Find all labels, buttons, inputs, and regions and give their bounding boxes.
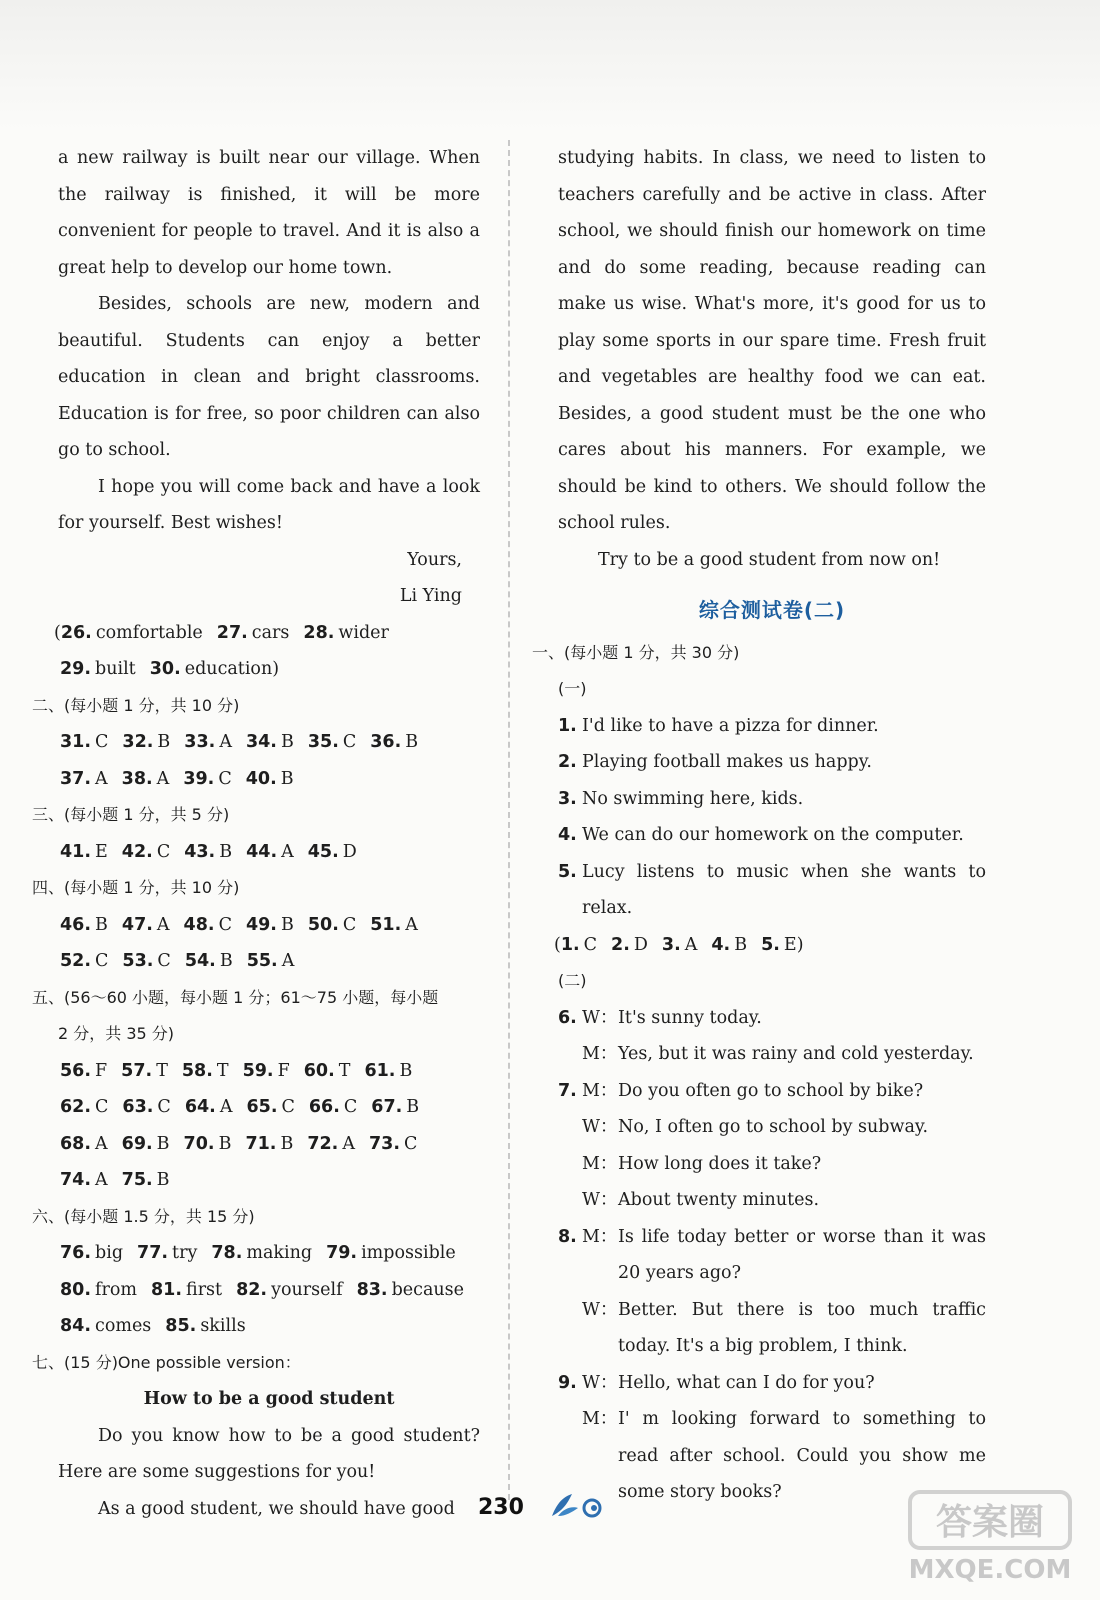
answer-item: 39. C xyxy=(183,768,232,789)
page-top-shadow xyxy=(0,0,1100,130)
answer-item: 49. B xyxy=(245,914,294,935)
test-title: 综合测试卷(二) xyxy=(698,598,846,622)
section-5-heading-cont: 2 分，共 35 分) xyxy=(58,1024,175,1043)
answer-row xyxy=(58,724,480,761)
answer-item: 63. C xyxy=(122,1097,171,1117)
answer-item: 77. try xyxy=(137,1243,198,1263)
listening-item: 1. I'd like to have a pizza for dinner. xyxy=(558,715,879,736)
section-2-answers xyxy=(58,724,480,797)
answer-item: 33. A xyxy=(184,732,232,752)
right-column xyxy=(532,140,986,1511)
answer-item: 55. A xyxy=(246,951,295,971)
answer-item: 82. yourself xyxy=(236,1279,343,1300)
answer-item: 76. big xyxy=(60,1243,124,1263)
answer-item: 65. C xyxy=(246,1097,295,1117)
section-2-heading: 二、(每小题 1 分，共 10 分) xyxy=(32,695,240,715)
answer-item: 75. B xyxy=(121,1170,170,1190)
watermark-text-1: 答案圈 xyxy=(935,1502,1045,1543)
answer-row xyxy=(58,834,480,871)
essay-ending: Try to be a good student from now on! xyxy=(598,549,941,570)
essay-title: How to be a good student xyxy=(143,1389,395,1409)
answer-item: 37. A xyxy=(60,768,108,789)
answer-item: 42. C xyxy=(121,841,171,862)
dialog-line: 7. M： Do you often go to school by bike? xyxy=(558,1080,924,1101)
section-4-answers xyxy=(58,907,480,980)
answer-item: 79. impossible xyxy=(326,1243,456,1263)
section-3-heading: 三、(每小题 1 分，共 5 分) xyxy=(32,805,230,824)
essay-continuation: studying habits. In class, we need to listen to teachers carefully and be active in class. After school, we should finish our homework on time and do some reading, because reading can make us wise. What's more, it's good for us to play some sports in our spare time. Fresh fruit and vegetables are healthy food we can eat. Besides, a good student must be the one who cares about his manners. For example, we should be kind to others. We should follow the school rules. xyxy=(558,148,986,533)
answer-item: 61. B xyxy=(364,1060,413,1081)
dialog-line: M： How long does it take? xyxy=(582,1153,822,1174)
answer-row xyxy=(58,1126,480,1163)
answer-item: 31. C xyxy=(60,732,109,752)
answer-row xyxy=(58,761,480,798)
letter-paragraph-2: Besides, schools are new, modern and beautiful. Students can enjoy a better education in clean and bright classrooms. Education is for free, so poor children can also go to school. xyxy=(58,294,480,460)
watermark-logo-icon xyxy=(900,1480,1080,1590)
answer-item: 43. B xyxy=(184,841,233,862)
answer-item: 46. B xyxy=(60,914,108,935)
answer-item: 47. A xyxy=(121,914,170,935)
watermark xyxy=(900,1480,1080,1590)
answer-item: 38. A xyxy=(121,768,170,789)
answer-item: 66. C xyxy=(308,1097,358,1117)
answer-item: 57. T xyxy=(121,1060,168,1081)
dialog-line: M： Yes, but it was rainy and cold yesterday. xyxy=(582,1044,974,1064)
answer-item: 35. C xyxy=(307,732,357,752)
answer-item: 73. C xyxy=(368,1133,418,1154)
answer-item: 53. C xyxy=(122,951,171,971)
answer-row xyxy=(58,907,480,944)
answer-item: 67. B xyxy=(371,1097,420,1117)
answer-item: 54. B xyxy=(184,951,233,971)
column-divider xyxy=(508,140,510,1500)
left-column xyxy=(32,140,480,1527)
answers-1-5: (1. C 2. D 3. A 4. B 5. E) xyxy=(554,934,804,955)
answer-item: 85. skills xyxy=(165,1316,246,1336)
section-1-heading: 一、(每小题 1 分，共 30 分) xyxy=(532,642,740,662)
letter-closing: Yours, xyxy=(407,549,462,570)
answer-item: 50. C xyxy=(307,914,357,935)
letter-paragraph-1: a new railway is built near our village. When the railway is finished, it will be more convenient for people to travel. And it is also a great help to develop our home town. xyxy=(58,148,480,278)
answer-row xyxy=(58,1089,480,1126)
listening-item: 3. No swimming here, kids. xyxy=(558,788,804,809)
listening-items xyxy=(558,708,986,927)
part-2-label: (二) xyxy=(558,971,587,990)
letter-signature: Li Ying xyxy=(399,586,462,606)
section-6-heading: 六、(每小题 1.5 分，共 15 分) xyxy=(32,1206,255,1226)
answer-item: 81. first xyxy=(151,1279,223,1300)
answer-item: 60. T xyxy=(303,1060,351,1081)
answer-row xyxy=(58,943,480,980)
answer-item: 68. A xyxy=(60,1133,108,1154)
answer-row xyxy=(58,1162,480,1199)
listening-item: 4. We can do our homework on the computer. xyxy=(558,825,964,845)
dialog-line: 6. W： It's sunny today. xyxy=(558,1007,762,1028)
letter-paragraph-3: I hope you will come back and have a look for yourself. Best wishes! xyxy=(58,476,480,533)
essay-paragraph-1: Do you know how to be a good student? Here are some suggestions for you! xyxy=(58,1425,480,1482)
answer-item: 84. comes xyxy=(60,1316,152,1336)
answer-item: 52. C xyxy=(60,951,109,971)
section-7-heading: 七、(15 分)One possible version： xyxy=(32,1352,301,1372)
answer-row xyxy=(58,1053,480,1090)
answer-item: 41. E xyxy=(60,841,108,862)
answer-item: 58. T xyxy=(181,1060,229,1081)
answers-29-30: 29. built 30. education) xyxy=(60,659,280,679)
answer-item: 40. B xyxy=(245,768,294,789)
dialog-line: W： No, I often go to school by subway. xyxy=(582,1117,929,1137)
section-5-answers xyxy=(58,1053,480,1199)
answer-item: 36. B xyxy=(370,732,419,752)
answer-item: 80. from xyxy=(60,1279,137,1300)
answer-row xyxy=(58,1272,480,1309)
listening-item: 2. Playing football makes us happy. xyxy=(558,752,872,772)
dialog-line: W： Better. But there is too much traffic today. It's a big problem, I think. xyxy=(582,1299,986,1356)
section-6-answers xyxy=(58,1235,480,1345)
answer-item: 62. C xyxy=(60,1097,109,1117)
answer-item: 34. B xyxy=(245,732,294,752)
watermark-text-2: MXQE.COM xyxy=(908,1555,1072,1585)
answer-item: 70. B xyxy=(183,1133,232,1154)
dialog-line: W： About twenty minutes. xyxy=(582,1190,820,1210)
answer-item: 45. D xyxy=(307,841,357,862)
answer-item: 69. B xyxy=(121,1133,170,1154)
answer-item: 72. A xyxy=(307,1133,355,1154)
section-3-answers xyxy=(58,834,480,871)
answer-item: 64. A xyxy=(184,1097,233,1117)
answer-item: 56. F xyxy=(60,1060,108,1081)
answer-item: 74. A xyxy=(60,1170,108,1190)
section-4-heading: 四、(每小题 1 分，共 10 分) xyxy=(32,878,240,897)
answers-26-28: (26. comfortable 27. cars 28. wider xyxy=(54,622,389,643)
answer-item: 51. A xyxy=(370,914,418,935)
dialog-line: 8. M： Is life today better or worse than it was 20 years ago? xyxy=(558,1226,986,1283)
dialog-line: 9. W： Hello, what can I do for you? xyxy=(558,1372,875,1393)
answer-item: 32. B xyxy=(122,732,171,752)
listening-item: 5. Lucy listens to music when she wants to relax. xyxy=(558,861,986,918)
answer-item: 83. because xyxy=(356,1279,464,1300)
answer-item: 78. making xyxy=(211,1243,313,1263)
answer-item: 71. B xyxy=(245,1133,294,1154)
essay-paragraph-2: As a good student, we should have good xyxy=(98,1498,455,1519)
leaf-ornament-icon xyxy=(548,1490,608,1520)
answer-row xyxy=(58,1308,480,1345)
answer-item: 59. F xyxy=(242,1060,290,1081)
part-1-label: (一) xyxy=(558,679,587,698)
dialog-list xyxy=(558,1000,986,1511)
section-5-heading: 五、(56～60 小题，每小题 1 分；61～75 小题，每小题 xyxy=(32,987,439,1007)
answer-item: 48. C xyxy=(183,914,232,935)
page-number: 230 xyxy=(478,1495,524,1520)
answer-row xyxy=(58,1235,480,1272)
dialog-line: M： I' m looking forward to something to read after school. Could you show me some story books? xyxy=(582,1409,986,1502)
answer-item: 44. A xyxy=(246,841,294,862)
